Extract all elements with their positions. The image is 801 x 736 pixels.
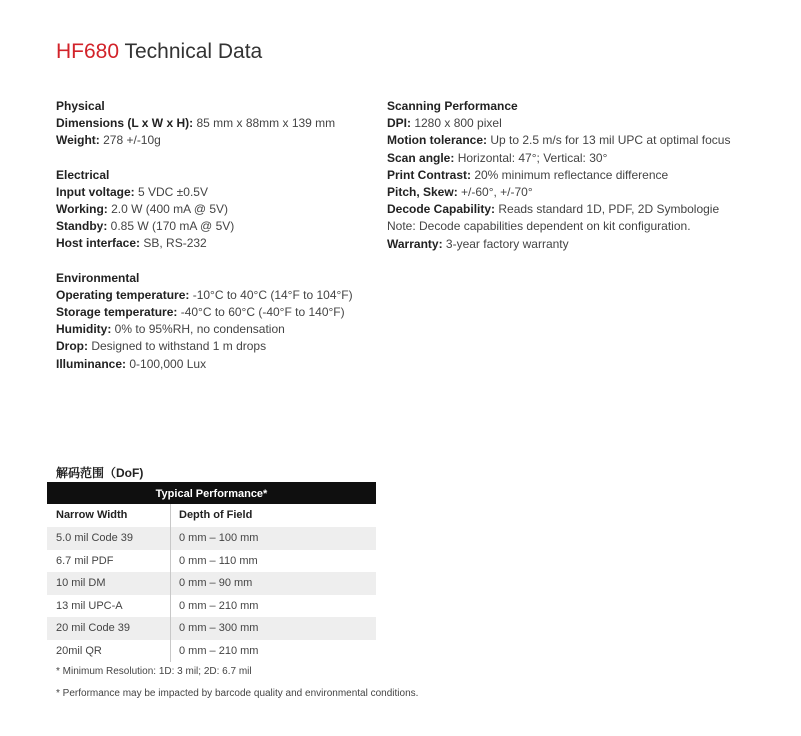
spec-label: Illuminance: <box>56 356 127 371</box>
table-row <box>47 640 376 663</box>
column-header-narrow-width: Narrow Width <box>47 504 171 527</box>
spec-row <box>387 132 787 149</box>
spec-row <box>387 184 787 201</box>
spec-value: SB, RS-232 <box>140 236 207 251</box>
table-title: Typical Performance* <box>47 482 376 504</box>
cell-width: 10 mil DM <box>47 572 171 595</box>
spec-label: Warranty: <box>387 236 443 251</box>
spec-row <box>387 115 787 132</box>
spec-label: Drop: <box>56 339 88 354</box>
spec-row <box>56 356 376 373</box>
section-title: Environmental <box>56 270 140 285</box>
table-row <box>47 617 376 640</box>
spec-value: 85 mm x 88mm x 139 mm <box>193 116 336 131</box>
spec-value: 20% minimum reflectance difference <box>471 167 669 182</box>
cell-depth: 0 mm – 110 mm <box>179 554 258 567</box>
cell-depth: 0 mm – 300 mm <box>179 622 259 634</box>
spec-label: Storage temperature: <box>56 305 178 320</box>
spec-row <box>56 287 376 304</box>
spec-row <box>387 167 787 184</box>
spec-row <box>56 338 376 355</box>
spec-value: Up to 2.5 m/s for 13 mil UPC at optimal focus <box>487 133 731 148</box>
spec-label: DPI: <box>387 116 411 131</box>
spec-row <box>56 132 376 149</box>
cell-depth: 0 mm – 90 mm <box>179 577 253 589</box>
table-row <box>47 550 376 573</box>
spec-value: 0% to 95%RH, no condensation <box>111 322 285 337</box>
spec-label: Host interface: <box>56 236 141 251</box>
spec-label: Weight: <box>56 133 100 148</box>
table-row <box>47 595 376 618</box>
model-name: HF680 <box>56 40 120 63</box>
resolution-footnote: * Minimum Resolution: 1D: 3 mil; 2D: 6.7 mil <box>56 666 252 677</box>
spec-label: Pitch, Skew: <box>387 185 458 200</box>
dof-title: 解码范围（DoF) <box>56 466 144 480</box>
spec-value: 2.0 W (400 mA @ 5V) <box>107 202 229 217</box>
environmental-section <box>56 270 376 373</box>
spec-row <box>56 235 376 252</box>
spec-row <box>387 236 787 253</box>
cell-width: 6.7 mil PDF <box>47 550 171 573</box>
cell-width: 20mil QR <box>47 640 171 663</box>
spec-label: Dimensions (L x W x H): <box>56 116 194 131</box>
right-column <box>387 98 787 270</box>
cell-width: 13 mil UPC-A <box>47 595 171 618</box>
spec-row <box>56 218 376 235</box>
table-row <box>47 527 376 550</box>
table-row <box>47 572 376 595</box>
title-text: Technical Data <box>124 40 263 63</box>
electrical-section <box>56 167 376 253</box>
table-header-row <box>47 504 376 527</box>
physical-section <box>56 98 376 150</box>
spec-row <box>56 201 376 218</box>
spec-value: Designed to withstand 1 m drops <box>88 339 267 354</box>
scanning-section <box>387 98 787 253</box>
spec-label: Scan angle: <box>387 150 455 165</box>
cell-depth: 0 mm – 210 mm <box>179 644 259 657</box>
column-header-depth-of-field: Depth of Field <box>179 509 253 521</box>
spec-label: Motion tolerance: <box>387 133 488 148</box>
spec-row <box>56 321 376 338</box>
spec-label: Working: <box>56 202 108 217</box>
cell-width: 5.0 mil Code 39 <box>47 527 171 550</box>
spec-row <box>56 115 376 132</box>
spec-value: Horizontal: 47°; Vertical: 30° <box>454 150 608 165</box>
dof-table <box>47 482 376 662</box>
section-title: Scanning Performance <box>387 99 518 113</box>
section-title: Physical <box>56 99 105 113</box>
spec-value: -10°C to 40°C (14°F to 104°F) <box>189 287 353 302</box>
performance-footnote: * Performance may be impacted by barcode quality and environmental conditions. <box>56 688 419 699</box>
spec-value: 5 VDC ±0.5V <box>134 184 208 199</box>
spec-value: +/-60°, +/-70° <box>457 185 533 200</box>
page-title <box>56 40 262 64</box>
spec-value: 1280 x 800 pixel <box>411 116 502 131</box>
spec-row <box>387 150 787 167</box>
cell-width: 20 mil Code 39 <box>47 617 171 640</box>
spec-value: Reads standard 1D, PDF, 2D Symbologie <box>495 202 720 217</box>
spec-value: -40°C to 60°C (-40°F to 140°F) <box>177 305 345 320</box>
spec-row <box>56 304 376 321</box>
spec-value: 0-100,000 Lux <box>126 356 207 371</box>
spec-row <box>56 184 376 201</box>
cell-depth: 0 mm – 210 mm <box>179 599 259 612</box>
spec-label: Decode Capability: <box>387 202 496 217</box>
spec-row <box>387 201 787 218</box>
spec-label: Operating temperature: <box>56 287 190 302</box>
cell-depth: 0 mm – 100 mm <box>179 532 259 544</box>
section-title: Electrical <box>56 167 110 182</box>
spec-value: 0.85 W (170 mA @ 5V) <box>107 219 235 234</box>
spec-label: Print Contrast: <box>387 167 471 182</box>
spec-label: Standby: <box>56 219 108 234</box>
spec-value: 3-year factory warranty <box>442 236 569 251</box>
spec-note <box>387 218 787 235</box>
left-column <box>56 98 376 390</box>
note-text: Note: Decode capabilities dependent on kit configuration. <box>387 219 691 234</box>
spec-label: Input voltage: <box>56 184 135 199</box>
spec-label: Humidity: <box>56 322 112 337</box>
spec-value: 278 +/-10g <box>99 133 161 148</box>
